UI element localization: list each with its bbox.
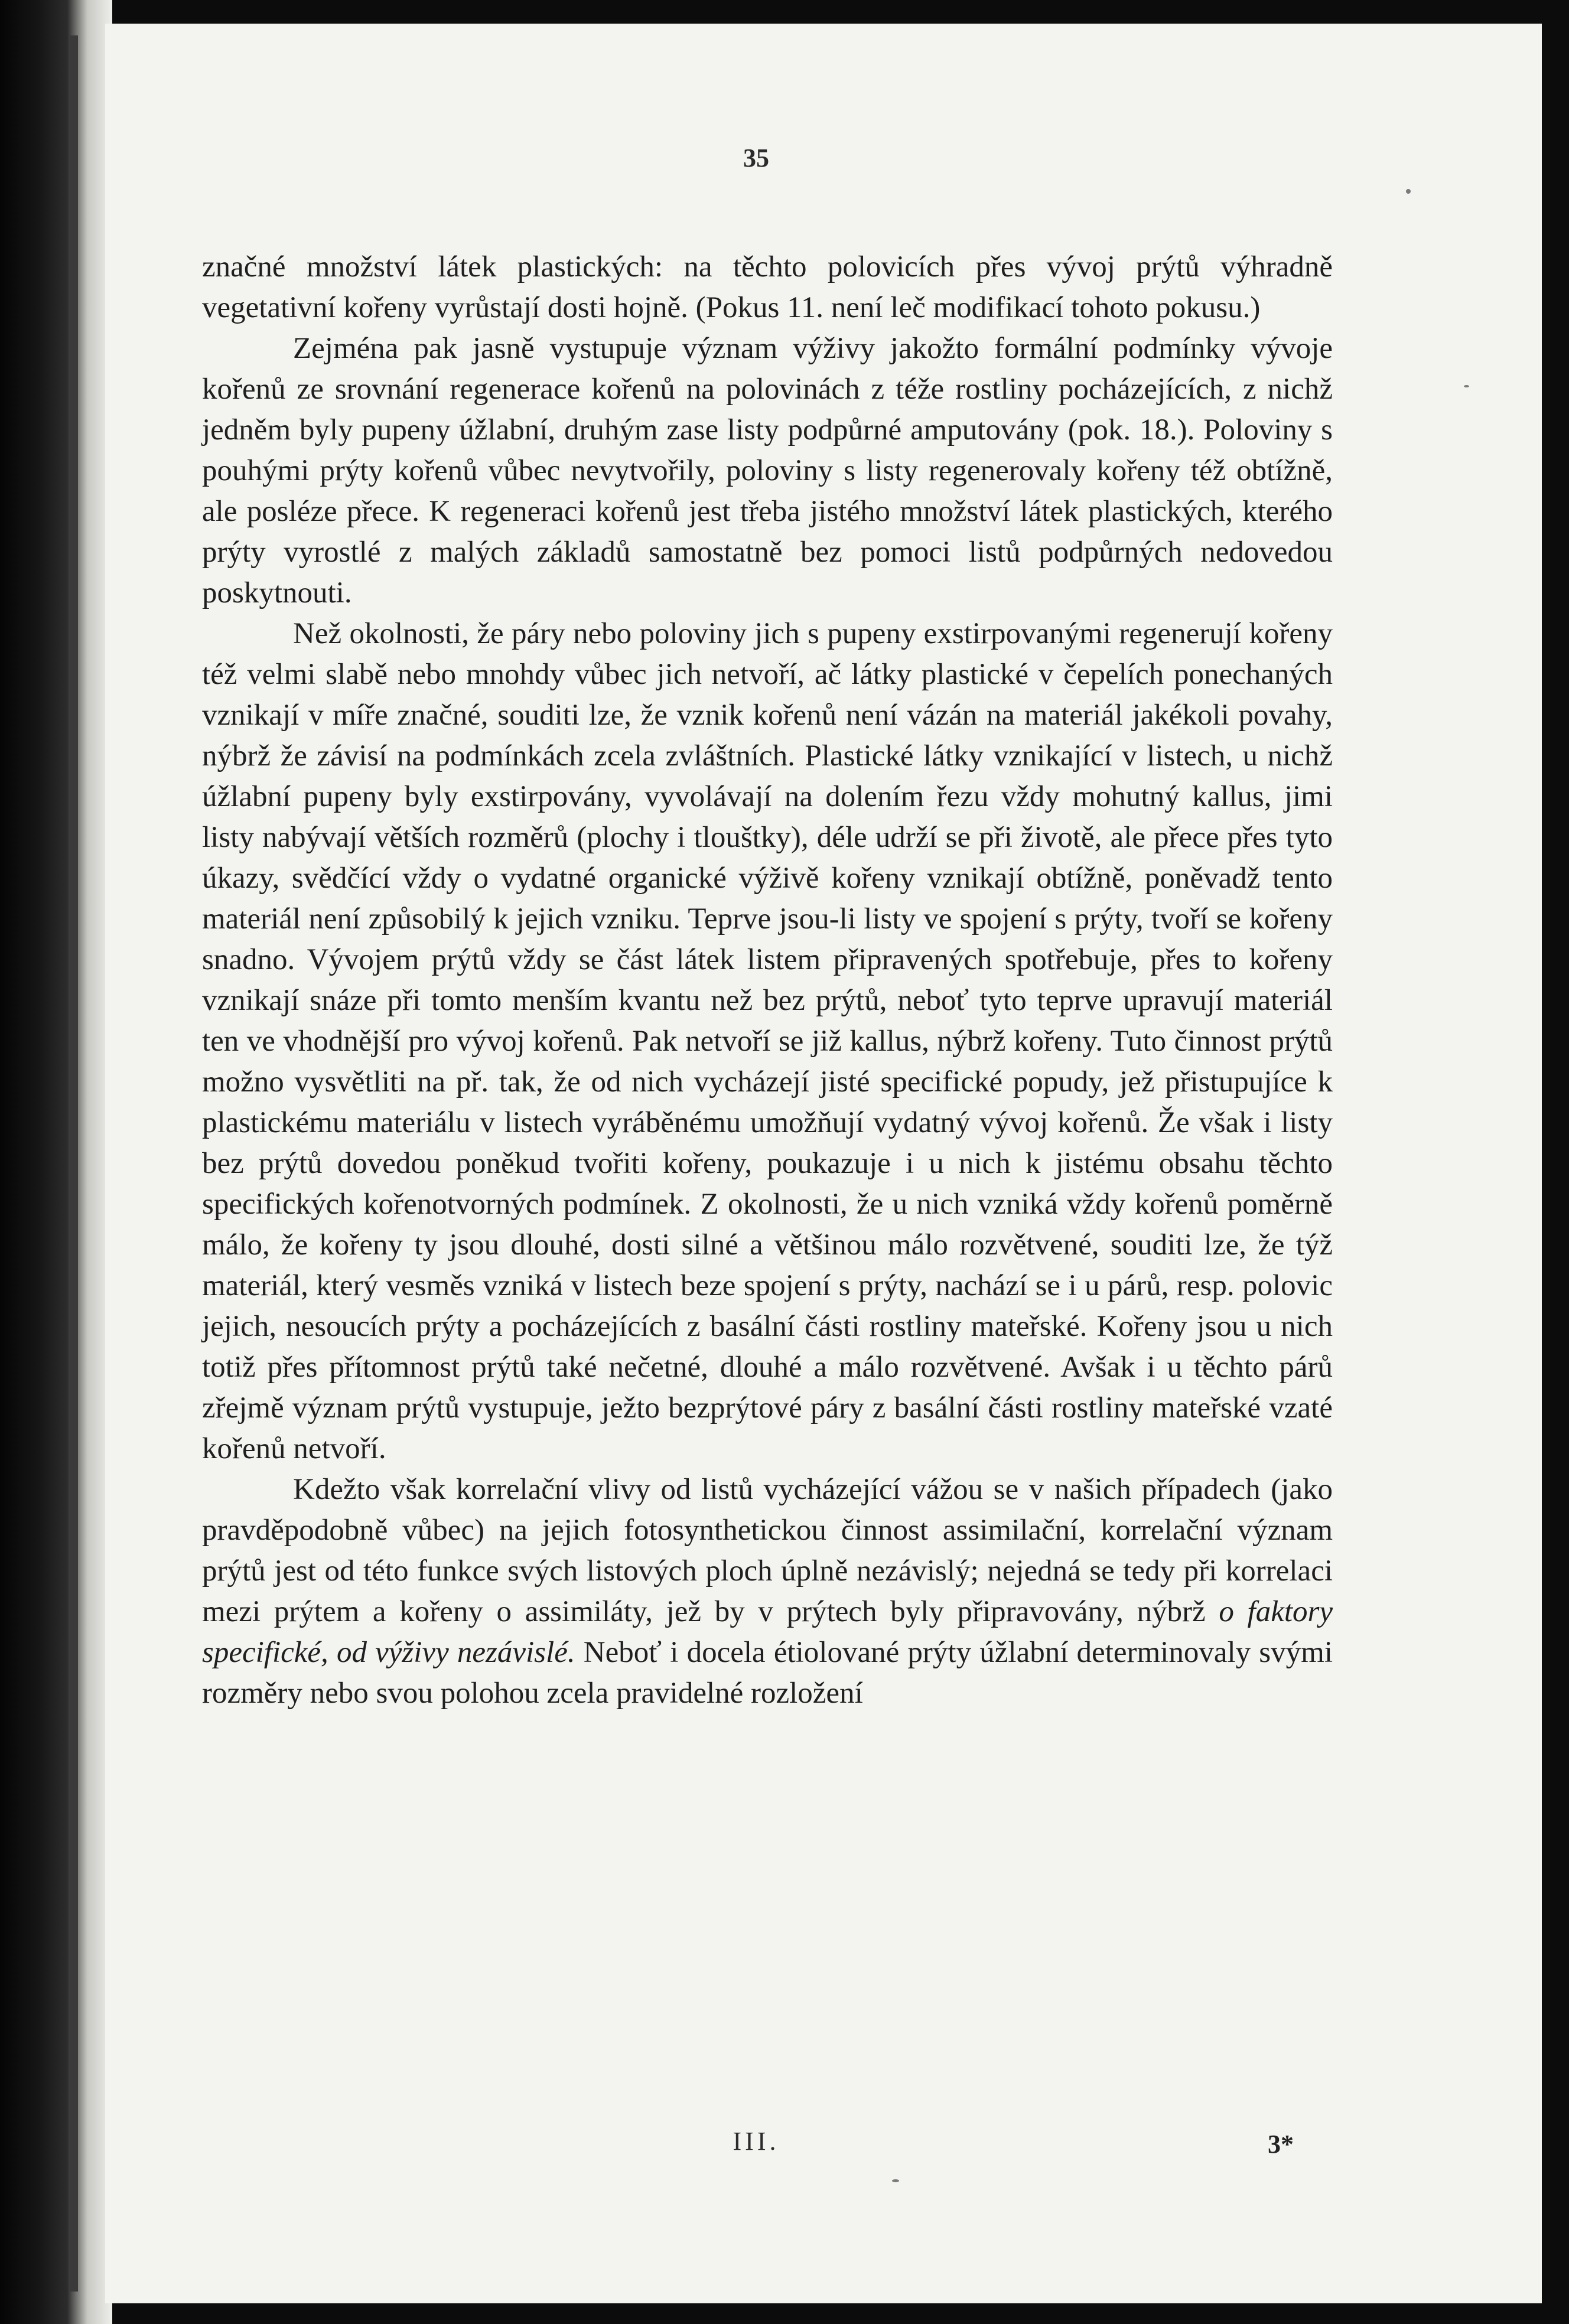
paragraph-4 [202, 1469, 1333, 1714]
italic-emphasis: o faktory specifické, od výživy nezávislé. [202, 1595, 1333, 1669]
paragraph-text: Kdežto však korrelační vlivy od listů vycházející vážou se v našich případech (jako pravděpodobně vůbec) na jejich fotosynthetickou činnost assimilační, korrelační význam prýtů jest od této funkce svých listových ploch úplně nezávislý; nejedná se tedy při korrelaci mezi prýtem a kořeny o assimiláty, jež by v prýtech byly připravovány, nýbrž [202, 1473, 1333, 1628]
book-binding-edge [0, 0, 112, 2324]
signature-mark: 3* [1268, 2130, 1294, 2159]
binding-shadow [70, 35, 78, 2292]
paragraph-3 [202, 614, 1333, 1469]
paragraph-text: Zejména pak jasně vystupuje význam výživy jakožto formální podmínky vývoje kořenů ze srovnání regenerace kořenů na polovinách z téže rostliny pocházejících, z nichž jedněm byly pupeny úžlabní, druhým zase listy podpůrné amputovány (pok. 18.). Poloviny s pouhými prýty kořenů vůbec nevytvořily, poloviny s listy regenerovaly kořeny též obtížně, ale posléze přece. K regeneraci kořenů jest třeba jistého množství látek plastických, kterého prýty vyrostlé z malých základů samostatně bez pomoci listů podpůrných nedovedou poskytnouti. [202, 332, 1333, 609]
paper-speck [1406, 189, 1411, 194]
paper-speck [1464, 385, 1469, 387]
page-number: 35 [743, 144, 769, 172]
sheet-mark: III. [733, 2127, 780, 2156]
body-text [202, 247, 1333, 1714]
paragraph-text: Neboť i docela étiolované prýty úžlabní determinovaly svými rozměry nebo svou polohou zcela pravidelné rozložení [202, 1636, 1333, 1710]
paragraph-text: značné množství látek plastických: na těchto polovicích přes vývoj prýtů výhradně vegetativní kořeny vyrůstají dosti hojně. (Pokus 11. není leč modifikací tohoto pokusu.) [202, 250, 1333, 324]
paragraph-2 [202, 328, 1333, 614]
paper-speck [892, 2179, 899, 2182]
paragraph-text: Než okolnosti, že páry nebo poloviny jich s pupeny exstirpovanými regenerují kořeny též velmi slabě nebo mnohdy vůbec jich netvoří, ač látky plastické v čepelích ponechaných vznikají v míře značné, souditi lze, že vznik kořenů není vázán na materiál jakékoli povahy, nýbrž že závisí na podmínkách zcela zvláštních. Plastické látky vznikající v listech, u nichž úžlabní pupeny byly exstirpovány, vyvolávají na dolením řezu vždy mohutný kallus, jimi listy nabývají větších rozměrů (plochy i tlouštky), déle udrží se při životě, ale přece přes tyto úkazy, svědčící vždy o vydatné organické výživě kořeny vznikají obtížně, poněvadž tento materiál není způsobilý k jejich vzniku. Teprve jsou-li listy ve spojení s prýty, tvoří se kořeny snadno. Vývojem prýtů vždy se část látek listem připravených spotřebuje, přes to kořeny vznikají snáze při tomto menším kvantu než bez prýtů, neboť tyto teprve upravují materiál ten ve vhodnější pro vývoj kořenů. Pak netvoří se již kallus, nýbrž kořeny. Tuto činnost prýtů možno vysvětliti na př. tak, že od nich vycházejí jisté specifické popudy, jež přistupujíce k plastickému materiálu v listech vyráběnému umožňují vydatný vývoj kořenů. Že však i listy bez prýtů dovedou poněkud tvořiti kořeny, poukazuje i u nich k jistému obsahu těchto specifických kořenotvorných podmínek. Z okolnosti, že u nich vzniká vždy kořenů poměrně málo, že kořeny ty jsou dlouhé, dosti silné a většinou málo rozvětvené, souditi lze, že týž materiál, který vesměs vzniká v listech beze spojení s prýty, nachází se i u párů, resp. polovic jejich, nesoucích prýty a pocházejících z basální části rostliny mateřské. Kořeny jsou u nich totiž přes přítomnost prýtů také nečetné, dlouhé a málo rozvětvené. Avšak i u těchto párů zřejmě význam prýtů vystupuje, ježto bezprýtové páry z basální části rostliny mateřské vzaté kořenů netvoří. [202, 617, 1333, 1465]
paragraph-1 [202, 247, 1333, 328]
